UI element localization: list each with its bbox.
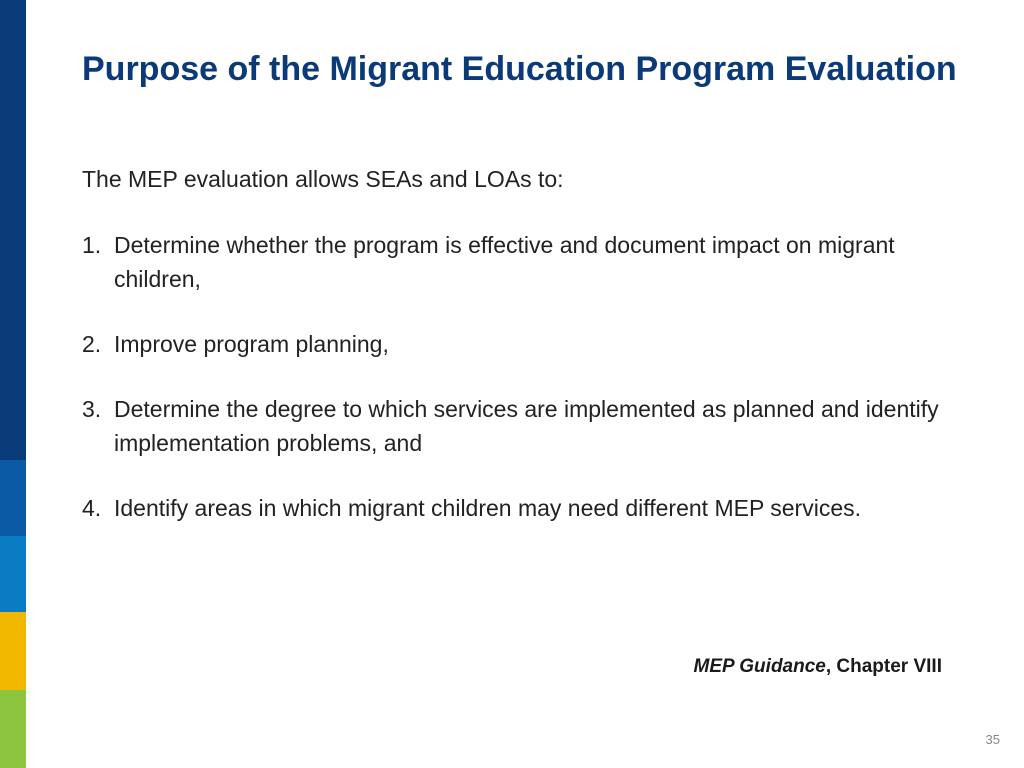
- list-item: [82, 392, 962, 460]
- sidebar-segment-light-blue: [0, 536, 26, 612]
- intro-text: The MEP evaluation allows SEAs and LOAs to:: [82, 166, 564, 192]
- list-item-number: 4.: [82, 495, 102, 521]
- citation-source: MEP Guidance: [693, 656, 826, 677]
- sidebar-color-bar: [0, 0, 26, 768]
- slide-title: Purpose of the Migrant Education Program Evaluation: [82, 50, 957, 88]
- sidebar-segment-blue: [0, 460, 26, 536]
- list-item-number: 2.: [82, 331, 102, 357]
- list-item: [82, 228, 962, 296]
- purpose-list: [82, 228, 962, 556]
- page-number: 35: [985, 732, 1000, 747]
- sidebar-segment-green: [0, 690, 26, 768]
- sidebar-segment-yellow: [0, 612, 26, 690]
- list-item-number: 1.: [82, 232, 102, 258]
- list-item-text: Improve program planning,: [114, 331, 389, 357]
- citation-chapter: , Chapter VIII: [825, 656, 942, 677]
- list-item: [82, 327, 962, 361]
- list-item: [82, 491, 962, 525]
- list-item-text: Determine whether the program is effective and document impact on migrant children,: [114, 232, 895, 292]
- list-item-text: Identify areas in which migrant children may need different MEP services.: [114, 495, 862, 521]
- sidebar-segment-navy: [0, 0, 26, 460]
- citation: [694, 656, 942, 678]
- list-item-number: 3.: [82, 396, 102, 422]
- list-item-text: Determine the degree to which services are implemented as planned and identify implementation problems, and: [114, 396, 939, 456]
